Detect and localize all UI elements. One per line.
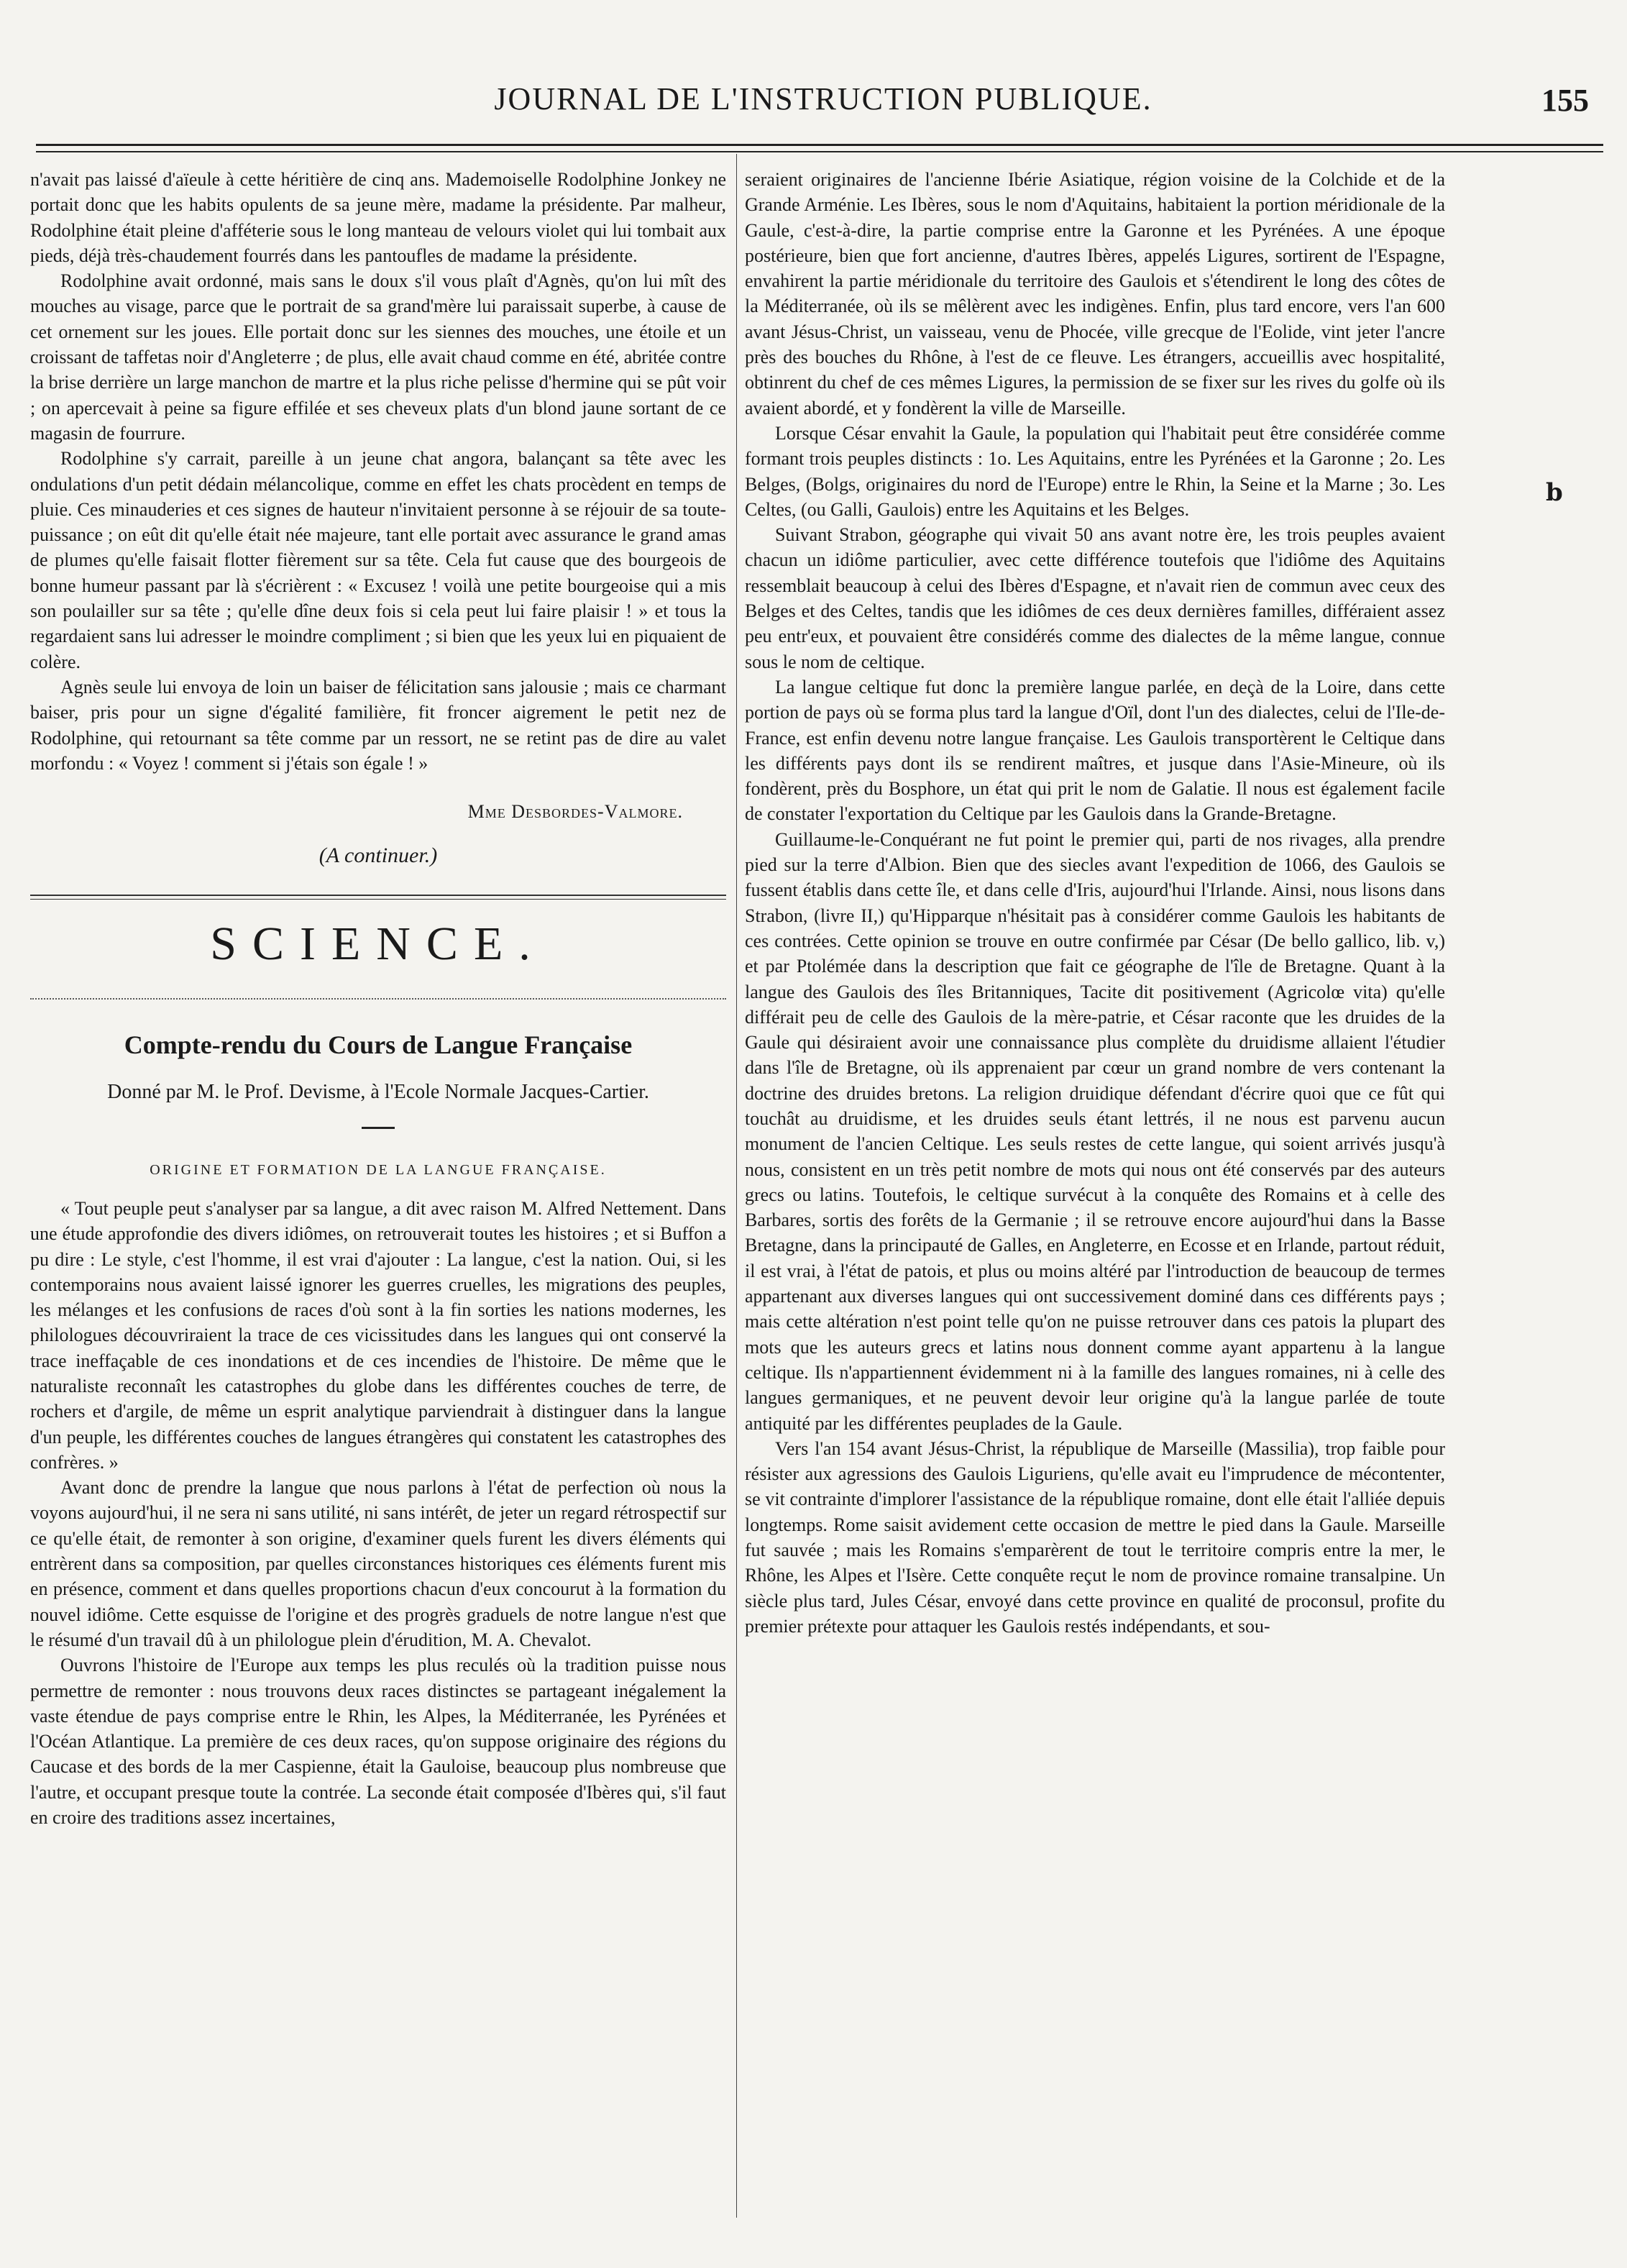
header-rule: [36, 144, 1603, 146]
page-number: 155: [1541, 83, 1589, 118]
article-title: Compte-rendu du Cours de Langue Française: [124, 1030, 633, 1060]
article-paragraph: Ouvrons l'histoire de l'Europe aux temps les plus reculés où la tradition puisse nous permettre de remonter : nous trouvons deux races distinctes se partageant inégalement la vaste étendue de pays comprise entre le Rhin, les Alpes, la Méditerranée, les Pyrénées et l'Océan Atlantique. La première de ces deux races, qu'on suppose originaire des régions du Caucase et des bords de la mer Caspienne, était la Gauloise, beaucoup plus nombreuse que l'autre, et occupant presque toute la contrée. La seconde était composée d'Ibères qui, s'il faut en croire des traditions assez incertaines,: [30, 1655, 726, 1829]
section-rule: [30, 895, 726, 896]
story-paragraph: Rodolphine avait ordonné, mais sans le doux s'il vous plaît d'Agnès, qu'on lui mît des mouches au visage, parce que le portrait de sa grand'mère lui paraissait superbe, à cause de cet ornement sur les joues. Elle portait donc sur les siennes des mouches, une étoile et un croissant de taffetas noir d'Angleterre ; de plus, elle avait chaud comme en été, abritée contre la brise derrière un large manchon de martre et la plus riche pelisse d'hermine qui se pût voir ; on apercevait à peine sa figure effilée et ses cheveux plats d'un blond jaune sortant de ce magasin de fourrure.: [30, 270, 726, 444]
article-paragraph: Avant donc de prendre la langue que nous parlons à l'état de perfection où nous la voyons aujourd'hui, il ne sera ni sans utilité, ni sans intérêt, de jeter un regard rétrospectif sur ce qu'elle était, de remonter à son origine, d'examiner quels furent les divers éléments qui entrèrent dans sa composition, par quelles circonstances historiques ces éléments furent mis en présence, comment et dans quelles proportions chacun d'eux concourut à la formation du nouvel idiôme. Cette esquisse de l'origine et des progrès graduels de notre langue n'est que le résumé d'un travail dû à un philologue plein d'érudition, M. A. Chevalot.: [30, 1477, 726, 1650]
column-divider: [736, 154, 737, 2218]
header-rule-secondary: [36, 151, 1603, 152]
article-paragraph: Guillaume-le-Conquérant ne fut point le premier qui, parti de nos rivages, alla prendre pied sur la terre d'Albion. Bien que des siecles avant l'expedition de 1066, des Gaulois se fussent établis dans cette île, et dans celle d'Iris, aujourd'hui l'Irlande. Ainsi, nous lisons dans Strabon, (livre II,) qu'Hipparque n'hésitait pas à considérer comme Gaulois les habitants de ces contrées. Cette opinion se trouve en outre confirmée par César (De bello gallico, lib. v,) et par Ptolémée dans la description que fait ce géographe de l'île de Bretagne. Quant à la langue des Gaulois des îles Britanniques, Tacite dit positivement (Agricolœ vita) qu'elle différait peu de celle des Gaulois de la mère-patrie, et César raconte que les druides de la Gaule qui désiraient avoir une connaissance plus complète du druidisme allaient l'étudier dans l'île de Bretagne, où ils apprenaient par cœur un grand nombre de vers contenant la doctrine des druides bretons. La religion druidique défendant d'écrire quoi que ce fût qui touchât au druidisme, et les druides seuls étant lettrés, il ne nous est parvenu aucun monument de l'ancien Celtique. Les seuls restes de cette langue, qui soient arrivés jusqu'à nous, consistent en un très petit nombre de mots qui nous ont été conservés par des auteurs grecs ou latins. Toutefois, le celtique survécut à la conquête des Romains et à celle des Barbares, sortis des forêts de la Germanie ; il se retrouve encore aujourd'hui dans la Basse Bretagne, dans la principauté de Galles, en Angleterre, en Ecosse et en Irlande, partout réduit, il est vrai, à l'état de patois, et plus ou moins altéré par l'introduction de beaucoup de termes appartenant aux diverses langues qui ont successivement dominé dans ces différents pays ; mais cette altération n'est point telle qu'on ne puisse retrouver dans ces patois la plupart des mots que les auteurs grecs et latins nous donnent comme ayant appartenu à la langue celtique. Ils n'appartiennent évidemment ni à la famille des langues romaines, ni à celle des langues germaniques, et ne peuvent devoir leur origine qu'à la langue parlée de toute antiquité par les différentes peuplades de la Gaule.: [745, 828, 1445, 1434]
left-column: [30, 167, 726, 1830]
article-paragraph: seraient originaires de l'ancienne Ibérie Asiatique, région voisine de la Colchide et de la Grande Arménie. Les Ibères, sous le nom d'Aquitains, habitaient la portion méridionale de la Gaule, c'est-à-dire, la partie comprise entre la Garonne et les Pyrénées. A une époque postérieure, bien que fort ancienne, d'autres Ibères, appelés Ligures, sortirent de l'Espagne, envahirent la partie méridionale du territoire des Gaulois et s'étendirent le long des côtes de la Méditerranée, où ils se mêlèrent avec les indigènes. Enfin, plus tard encore, vers l'an 600 avant Jésus-Christ, un vaisseau, venu de Phocée, ville grecque de l'Eolide, vint jeter l'ancre près des bouches du Rhône, à l'est de ce fleuve. Les étrangers, accueillis avec hospitalité, obtinrent du chef de ces mêmes Ligures, la permission de se fixer sur les rives du golfe où ils avaient abordé, et y fondèrent la ville de Marseille.: [745, 169, 1445, 419]
article-paragraph: Lorsque César envahit la Gaule, la population qui l'habitait peut être considérée comme formant trois peuples distincts : 1o. Les Aquitains, entre les Pyrénées et la Garonne ; 2o. Les Belges, (Bolgs, originaires du nord de l'Europe) entre le Rhin, la Seine et la Marne ; 3o. Les Celtes, (ou Galli, Gaulois) entre les Aquitains et les Belges.: [745, 422, 1445, 520]
to-continue-note: (A continuer.): [318, 843, 438, 868]
article-paragraph: « Tout peuple peut s'analyser par sa langue, a dit avec raison M. Alfred Nettement. Dans une étude approfondie des divers idiômes, on retrouverait toutes les histoires ; et si Buffon a pu dire : Le style, c'est l'homme, il est vrai d'ajouter : La langue, c'est la nation. Oui, si les contemporains nous avaient laissé ignorer les guerres cruelles, les migrations des peuples, les mélanges et les confusions de races d'où sont à la fin sorties les nations modernes, les philologues découvriraient la trace de ces vicissitudes dans les langues qui ont conservé la trace ineffaçable de ces inondations et de ces incendies de l'histoire. De même que le naturaliste reconnaît les catastrophes du globe dans les différentes couches de terre, de rochers et d'argile, de même un esprit analytique parviendrait à distinguer dans la langue d'un peuple, les différentes couches de langues étrangères qui constatent les catastrophes des confrères. »: [30, 1197, 726, 1473]
story-paragraph: n'avait pas laissé d'aïeule à cette héritière de cinq ans. Mademoiselle Rodolphine Jonkey ne portait donc que les habits opulents de sa jeune mère, madame la présidente. Par malheur, Rodolphine était pleine d'afféterie sous le long manteau de velours violet qui lui tombait aux pieds, déjà très-chaudement fourrés dans les pantoufles de madame la présidente.: [30, 169, 726, 266]
right-column: [745, 167, 1445, 1639]
author-signature: Mme Desbordes-Valmore.: [467, 801, 683, 823]
story-paragraph: Rodolphine s'y carrait, pareille à un jeune chat angora, balançant sa tête avec les ondulations d'un petit dédain mélancolique, comme en effet les chats procèdent en temps de pluie. Ces minauderies et ces signes de hauteur n'invitaient personne à se réjouir de sa toute-puissance ; on eût dit qu'elle était née majeure, tant elle portait avec assurance le grand amas de plumes qu'elle faisait flotter fièrement sur sa tête. Cela fut cause que des bourgeois de bonne humeur passant par là s'écrièrent : « Excusez ! voilà une petite bourgeoise qui a mis son poulailler sur sa tête ; qu'elle dîne deux fois si cela peut lui faire plaisir ! » et tous la regardaient sans lui adresser le moindre compliment ; si bien que les yeux lui en piquaient de colère.: [30, 448, 726, 672]
article-paragraph: Vers l'an 154 avant Jésus-Christ, la république de Marseille (Massilia), trop faible pour résister aux agressions des Gaulois Liguriens, qu'elle avait eu l'imprudence de mécontenter, se vit contrainte d'implorer l'assistance de la république romaine, dont elle était l'alliée depuis longtemps. Rome saisit avidement cette occasion de mettre le pied dans la Gaule. Marseille fut sauvée ; mais les Romains s'emparèrent de tout le territoire compris entre la mer, le Rhône, les Alpes et l'Isère. Cette conquête reçut le nom de province romaine transalpine. Un siècle plus tard, Jules César, envoyé dans cette province en qualité de proconsul, profite du premier prétexte pour attaquer les Gaulois restés indépendants, et sou-: [745, 1437, 1445, 1637]
page-header: [43, 81, 1603, 124]
subsection-title: ORIGINE ET FORMATION DE LA LANGUE FRANÇAISE.: [150, 1161, 607, 1178]
article-paragraph: La langue celtique fut donc la première langue parlée, en deçà de la Loire, dans cette portion de pays où se forma plus tard la langue d'Oïl, dont l'un des dialectes, celui de l'Ile-de-France, est enfin devenu notre langue française. Les Gaulois transportèrent le Celtique dans les différents pays dont ils se rendirent maîtres, et jusque dans l'Asie-Mineure, où ils fondèrent, près du Bosphore, un état qui prit le nom de Galatie. Il nous est également facile de constater l'exportation du Celtique par les Gaulois dans la Grande-Bretagne.: [745, 676, 1445, 825]
short-rule: [362, 1127, 395, 1129]
article-paragraph: Suivant Strabon, géographe qui vivait 50 ans avant notre ère, les trois peuples avaient chacun un idiôme particulier, avec cette différence toutefois que l'idiôme des Aquitains ressemblait beaucoup à celui des Ibères d'Espagne, et n'avait rien de commun avec ceux des Belges et des Celtes, tandis que les idiômes de ces deux dernières familles, différaient assez peu entr'eux, et pouvaient être considérés comme des dialectes de la même langue, connue sous le nom de celtique.: [745, 524, 1445, 672]
article-byline: Donné par M. le Prof. Devisme, à l'Ecole Normale Jacques-Cartier.: [107, 1081, 649, 1104]
section-rule-thin: [30, 899, 726, 900]
dotted-separator: [30, 998, 726, 1000]
section-title: SCIENCE.: [210, 917, 546, 970]
margin-mark: b: [1546, 478, 1563, 507]
journal-title: JOURNAL DE L'INSTRUCTION PUBLIQUE.: [494, 81, 1152, 116]
story-paragraph: Agnès seule lui envoya de loin un baiser de félicitation sans jalousie ; mais ce charmant baiser, pris pour un signe d'égalité familière, fit froncer aigrement le petit nez de Rodolphine, qui retournant sa tête comme par un ressort, ne se retint pas de dire au valet morfondu : « Voyez ! comment si j'étais son égale ! »: [30, 676, 726, 774]
